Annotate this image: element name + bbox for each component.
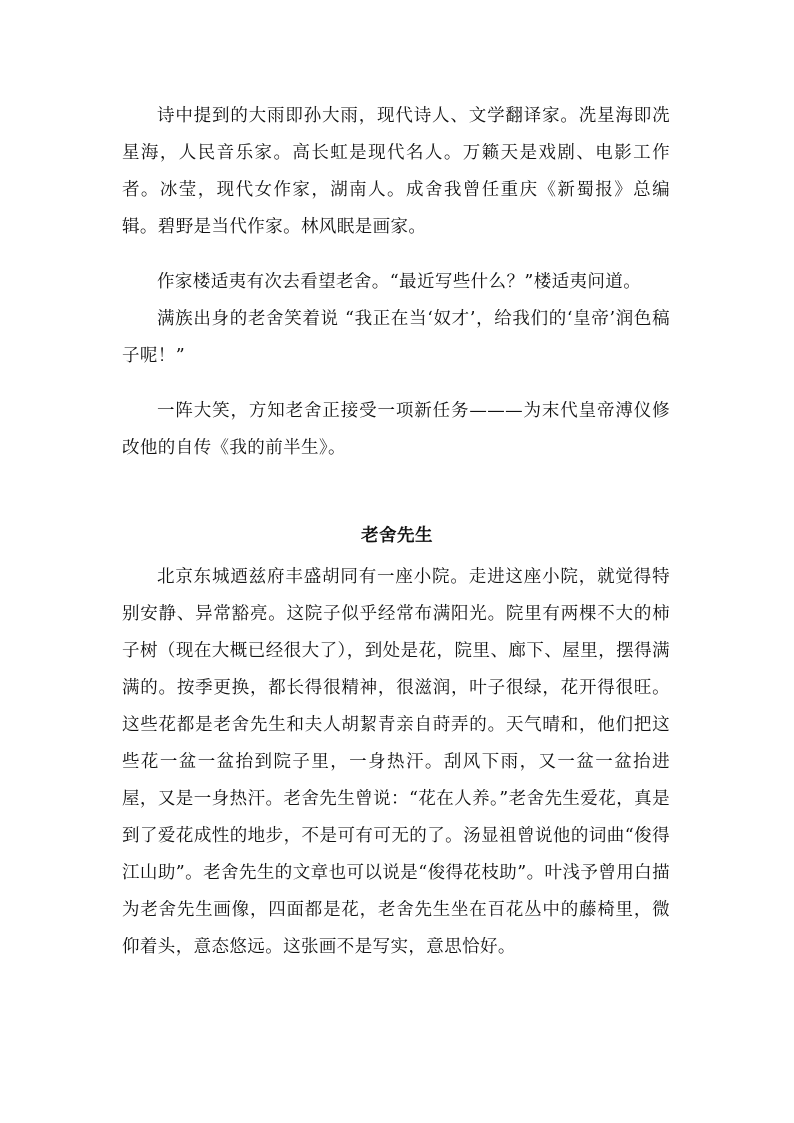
section-title: 老舍先生 [361, 526, 433, 546]
paragraph-laoshe-reply: 满族出身的老舍笑着说 “我正在当‘奴才’，给我们的‘皇帝’润色稿子呢！” [122, 309, 670, 366]
paragraph-poem-notes: 诗中提到的大雨即孙大雨，现代诗人、文学翻译家。冼星海即冼星海，人民音乐家。高长虹是现代名人。万籁天是戏剧、电影工作者。冰莹，现代女作家，湖南人。成舍我曾任重庆《新蜀报》总编辑。碧野是当代作家。林风眠是画家。 [122, 106, 670, 237]
paragraph-new-task: 一阵大笑，方知老舍正接受一项新任务———为末代皇帝溥仪修改他的自传《我的前半生》。 [122, 401, 670, 458]
paragraph-visit: 作家楼适夷有次去看望老舍。“最近写些什么？”楼适夷问道。 [157, 272, 642, 292]
paragraph-laoshe-courtyard: 北京东城迺兹府丰盛胡同有一座小院。走进这座小院，就觉得特别安静、异常豁亮。这院子似乎经常布满阳光。院里有两棵不大的柿子树（现在大概已经很大了），到处是花，院里、廊下、屋里，摆得满满的。按季更换，都长得很精神，很滋润，叶子很绿，花开得很旺。这些花都是老舍先生和夫人胡絜青亲自莳弄的。天气晴和，他们把这些花一盆一盆抬到院子里，一身热汗。刮风下雨，又一盆一盆抬进屋，又是一身热汗。老舍先生曾说：“花在人养。”老舍先生爱花，真是到了爱花成性的地步，不是可有可无的了。汤显祖曾说他的词曲“俊得江山助”。老舍先生的文章也可以说是“俊得花枝助”。叶浅予曾用白描为老舍先生画像，四面都是花，老舍先生坐在百花丛中的藤椅里，微仰着头，意态悠远。这张画不是写实，意思恰好。 [122, 567, 670, 957]
